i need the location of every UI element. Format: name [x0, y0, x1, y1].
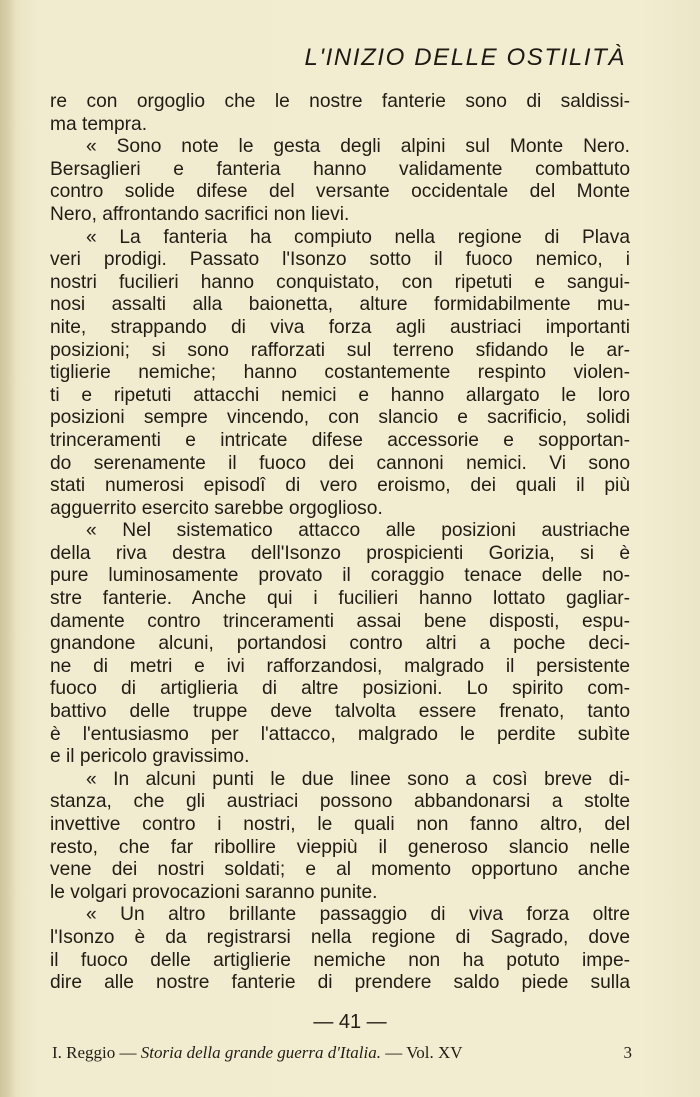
text-line: stre fanterie. Anche qui i fucilieri hanno lottato gagliar-: [50, 588, 630, 610]
text-line: Nero, affrontando sacrifici non lievi.: [50, 203, 350, 225]
text-line: è l'entusiasmo per l'attacco, malgrado le perdite subìte: [50, 723, 630, 745]
footer-volume: — Vol. XV: [381, 1043, 463, 1062]
text-line: posizioni; si sono rafforzati sul terreno sfidando le ar-: [50, 339, 630, 361]
text-line: ti e ripetuti attacchi nemici e hanno allargato le loro: [50, 384, 630, 406]
text-line: re con orgoglio che le nostre fanterie sono di saldissi-: [50, 91, 630, 112]
text-line: do serenamente il fuoco dei cannoni nemici. Vi sono: [50, 452, 630, 474]
text-line: stati numerosi episodî di vero eroismo, dei quali il più: [50, 475, 630, 497]
signature-text: [52, 1043, 463, 1063]
text-line: l'Isonzo è da registrarsi nella regione di Sagrado, dove: [50, 926, 630, 948]
text-line: dire alle nostre fanterie di prendere saldo piede sulla: [50, 972, 630, 994]
text-line: della riva destra dell'Isonzo prospicienti Gorizia, si è: [50, 542, 630, 564]
text-line: resto, che far ribollire vieppiù il generoso slancio nelle: [50, 836, 630, 858]
text-line: e il pericolo gravissimo.: [50, 746, 250, 768]
running-head: L'INIZIO DELLE OSTILITÀ: [304, 44, 626, 71]
body-text: [50, 91, 630, 995]
text-line: « Sono note le gesta degli alpini sul Monte Nero.: [86, 136, 630, 158]
text-line: fuoco di artiglieria di altre posizioni. Lo spirito com-: [50, 678, 630, 700]
text-line: battivo delle truppe deve talvolta essere frenato, tanto: [50, 701, 630, 723]
text-line: nite, strappando di viva forza agli austriaci importanti: [50, 316, 630, 338]
text-line: damente contro trinceramenti assai bene disposti, espu-: [50, 610, 630, 632]
footer-author: I. Reggio —: [52, 1043, 141, 1062]
text-line: pure luminosamente provato il coraggio tenace delle no-: [50, 565, 630, 587]
text-line: Bersaglieri e fanteria hanno validamente combattuto: [50, 158, 630, 180]
footer-title: Storia della grande guerra d'Italia.: [140, 1043, 381, 1062]
text-line: ma tempra.: [50, 113, 148, 135]
text-line: « Un altro brillante passaggio di viva forza oltre: [86, 904, 630, 926]
sheet-signature: 3: [623, 1043, 632, 1062]
text-line: vene dei nostri soldati; e al momento opportuno anche: [50, 859, 630, 881]
text-line: nostri fucilieri hanno conquistato, con ripetuti e sangui-: [50, 271, 630, 293]
text-line: posizioni sempre vincendo, con slancio e sacrificio, solidi: [50, 407, 630, 429]
page-number: — 41 —: [313, 1011, 387, 1033]
text-line: ne di metri e ivi rafforzandosi, malgrado il persistente: [50, 655, 630, 677]
text-line: le volgari provocazioni saranno punite.: [50, 881, 378, 903]
text-line: « Nel sistematico attacco alle posizioni austriache: [86, 520, 630, 542]
text-line: invettive contro i nostri, le quali non fanno altro, del: [50, 814, 630, 835]
text-line: contro solide difese del versante occidentale del Monte: [50, 181, 630, 203]
text-line: il fuoco delle artiglierie nemiche non ha potuto impe-: [50, 949, 630, 971]
text-line: agguerrito esercito sarebbe orgoglioso.: [50, 497, 383, 519]
text-line: gnandone alcuni, portandosi contro altri a poche deci-: [50, 633, 630, 655]
text-line: veri prodigi. Passato l'Isonzo sotto il fuoco nemico, i: [50, 249, 630, 271]
text-line: stanza, che gli austriaci possono abbandonarsi a stolte: [50, 791, 630, 813]
text-line: trinceramenti e intricate difese accessorie e sopportan-: [50, 429, 630, 451]
text-line: nosi assalti alla baionetta, alture formidabilmente mu-: [50, 294, 630, 316]
text-line: « In alcuni punti le due linee sono a così breve di-: [86, 768, 630, 790]
page-gutter-shadow: [0, 0, 16, 1097]
text-line: tiglierie nemiche; hanno costantemente respinto violen-: [50, 362, 630, 384]
text-line: « La fanteria ha compiuto nella regione di Plava: [86, 226, 630, 248]
